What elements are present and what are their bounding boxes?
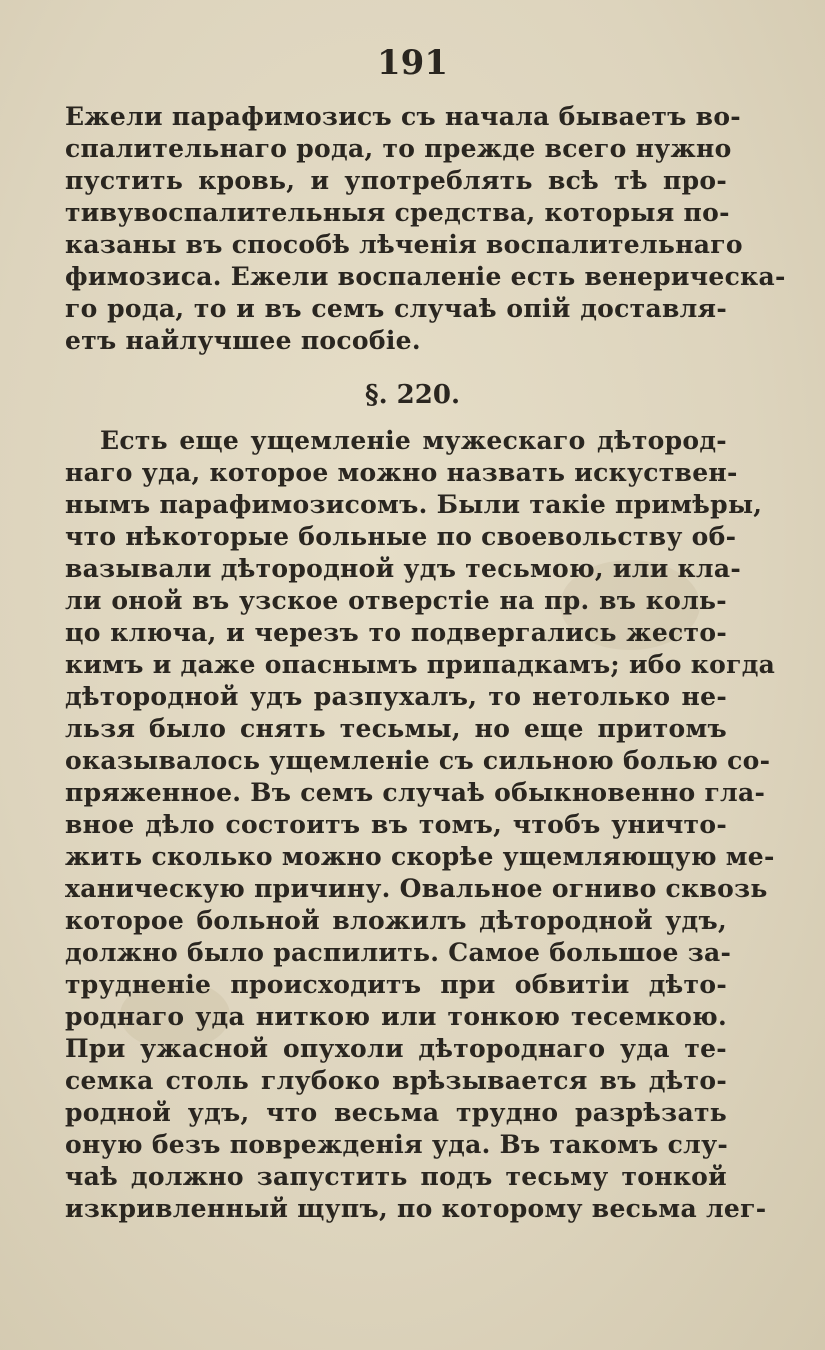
text-line: оказывалось ущемленіе съ сильною болью со- — [65, 746, 771, 775]
text-line: етъ найлучшее пособіе. — [65, 326, 421, 355]
text-line: дѣтородной удъ разпухалъ, то нетолько не- — [65, 682, 727, 711]
text-line: жить сколько можно скорѣе ущемляющую ме- — [65, 842, 775, 871]
text-line: спалительнаго рода, то прежде всего нужно — [65, 134, 732, 163]
text-line: льзя было снять тесьмы, но еще притомъ — [65, 714, 727, 743]
text-line: семка столь глубоко врѣзывается въ дѣто- — [65, 1066, 727, 1095]
section-heading: §. 220. — [364, 380, 461, 410]
text-line: го рода, то и въ семъ случаѣ опій доставля- — [65, 294, 727, 323]
text-line: роднаго уда ниткою или тонкою тесемкою. — [65, 1002, 727, 1031]
text-line: Есть еще ущемленіе мужескаго дѣтород- — [100, 426, 727, 455]
text-line: казаны въ способѣ лѣченія воспалительнаго — [65, 230, 743, 259]
text-line: ханическую причину. Овальное огниво сквозь — [65, 874, 768, 903]
text-line: которое больной вложилъ дѣтородной удъ, — [65, 906, 727, 935]
text-line: Ежели парафимозисъ съ начала бываетъ во- — [65, 102, 741, 131]
text-line: цо ключа, и черезъ то подвергались жесто- — [65, 618, 727, 647]
text-line: кимъ и даже опаснымъ припадкамъ; ибо когда — [65, 650, 776, 679]
text-line: вазывали дѣтородной удъ тесьмою, или кла- — [65, 554, 742, 583]
text-line: нымъ парафимозисомъ. Были такіе примѣры, — [65, 490, 763, 519]
text-line: тивувоспалительныя средства, которыя по- — [65, 198, 730, 227]
text-line: пряженное. Въ семъ случаѣ обыкновенно гла- — [65, 778, 766, 807]
text-line: трудненіе происходитъ при обвитіи дѣто- — [65, 970, 727, 999]
text-line: должно было распилить. Самое большое за- — [65, 938, 732, 967]
text-line: чаѣ должно запустить подъ тесьму тонкой — [65, 1162, 727, 1191]
text-line: изкривленный щупъ, по которому весьма лег- — [65, 1194, 767, 1223]
text-line: вное дѣло состоитъ въ томъ, чтобъ уничто- — [65, 810, 727, 839]
text-line: наго уда, которое можно назвать искуствен- — [65, 458, 738, 487]
text-line: родной удъ, что весьма трудно разрѣзать — [65, 1098, 727, 1127]
text-line: фимозиса. Ежели воспаленіе есть венерическа- — [65, 262, 786, 291]
text-line: что нѣкоторые больные по своевольству об- — [65, 522, 737, 551]
page-number: 191 — [377, 43, 448, 83]
text-line: ли оной въ узское отверстіе на пр. въ коль- — [65, 586, 727, 615]
text-line: При ужасной опухоли дѣтороднаго уда те- — [65, 1034, 727, 1063]
text-line: оную безъ поврежденія уда. Въ такомъ слу- — [65, 1130, 729, 1159]
text-line: пустить кровь, и употреблять всѣ тѣ про- — [65, 166, 727, 195]
